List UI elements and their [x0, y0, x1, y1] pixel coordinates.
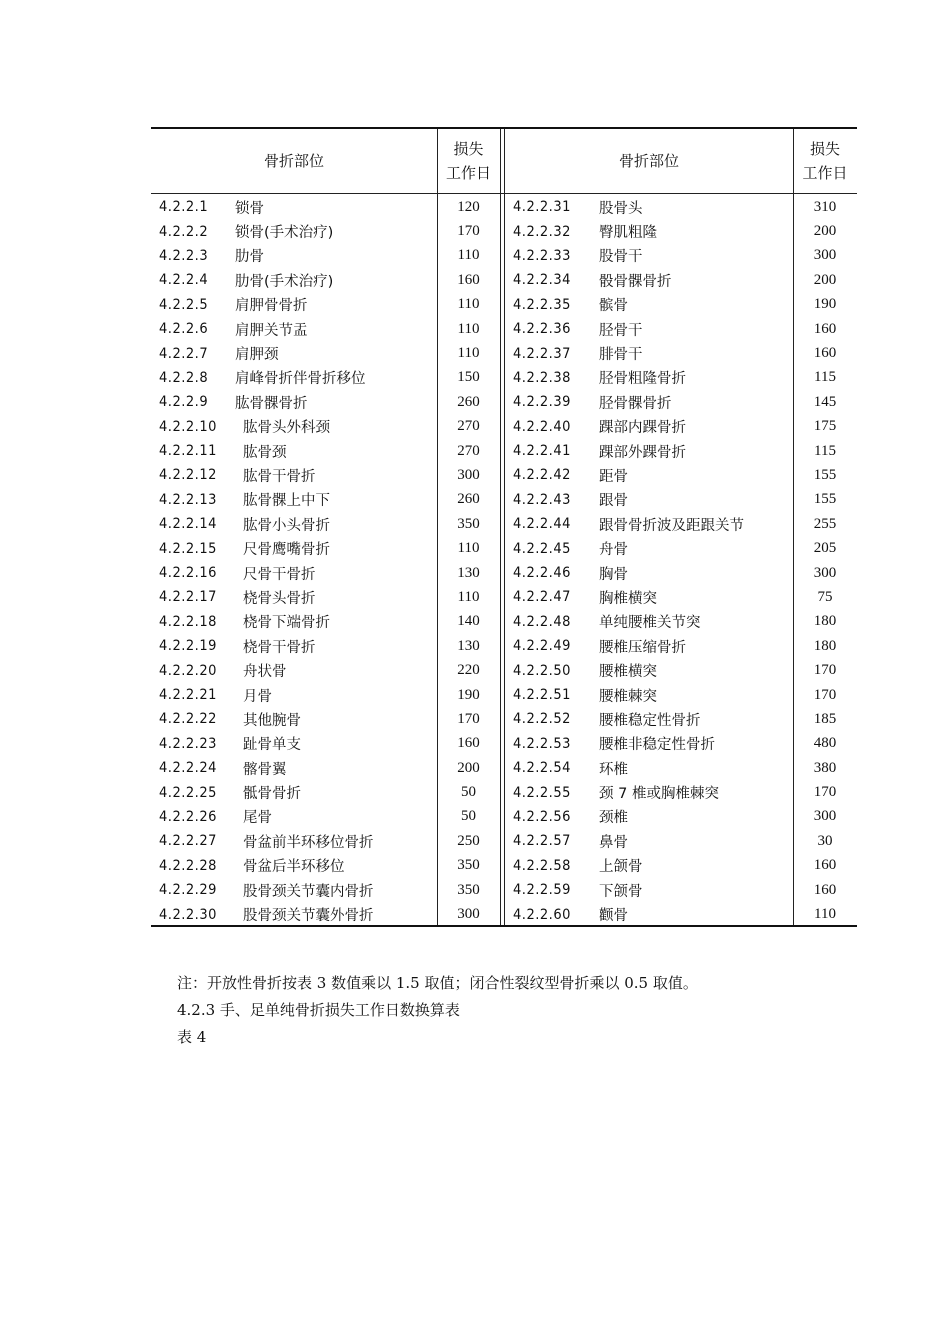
table-row	[151, 732, 500, 756]
row-lost-workdays: 155	[813, 466, 837, 483]
table-row	[505, 902, 857, 926]
row-lost-workdays: 190	[813, 296, 837, 313]
row-lost-workdays: 160	[813, 857, 837, 874]
table-row	[505, 244, 857, 268]
table-row	[151, 366, 500, 390]
row-lost-workdays: 250	[457, 832, 480, 849]
row-fracture-name: 股骨颈关节囊内骨折	[243, 883, 374, 900]
row-code: 4.2.2.47	[513, 589, 571, 606]
row-fracture-name: 桡骨头骨折	[243, 590, 316, 607]
table-left-half	[151, 129, 500, 925]
row-fracture-name: 趾骨单支	[243, 737, 301, 754]
row-lost-workdays: 110	[457, 247, 480, 264]
row-fracture-name: 其他腕骨	[243, 712, 301, 729]
table-row	[151, 390, 500, 414]
row-lost-workdays: 115	[814, 442, 836, 459]
table-row	[505, 683, 857, 707]
row-code: 4.2.2.20	[159, 662, 217, 679]
table-row	[151, 268, 500, 292]
header-lost-workdays: 损失 工作日	[445, 140, 491, 182]
table-row	[505, 341, 857, 365]
table-row	[151, 512, 500, 536]
row-code: 4.2.2.23	[159, 735, 217, 752]
row-fracture-name: 肩峰骨折伴骨折移位	[235, 371, 366, 388]
row-fracture-name: 单纯腰椎关节突	[599, 615, 701, 632]
row-lost-workdays: 50	[461, 784, 476, 801]
table-row	[151, 683, 500, 707]
row-lost-workdays: 190	[457, 686, 480, 703]
row-fracture-name: 肱骨髁上中下	[243, 493, 330, 510]
row-fracture-name: 髂骨翼	[243, 761, 287, 778]
notes-block	[177, 970, 698, 1051]
row-fracture-name: 胫骨粗隆骨折	[599, 371, 686, 388]
table-row	[151, 634, 500, 658]
row-lost-workdays: 160	[813, 320, 837, 337]
table-row	[505, 317, 857, 341]
row-fracture-name: 腰椎非稳定性骨折	[599, 737, 715, 754]
row-code: 4.2.2.9	[159, 394, 209, 411]
left-rows	[151, 195, 500, 927]
table-row	[505, 610, 857, 634]
row-fracture-name: 肱骨干骨折	[243, 468, 316, 485]
row-fracture-name: 月骨	[243, 688, 272, 705]
row-code: 4.2.2.16	[159, 565, 217, 582]
row-code: 4.2.2.41	[513, 443, 571, 460]
row-lost-workdays: 180	[813, 637, 837, 654]
row-fracture-name: 距骨	[599, 468, 628, 485]
row-fracture-name: 肋骨(手术治疗)	[235, 273, 334, 290]
row-fracture-name: 肱骨颈	[243, 444, 287, 461]
row-code: 4.2.2.46	[513, 565, 571, 582]
table-row	[151, 463, 500, 487]
row-code: 4.2.2.5	[159, 296, 209, 313]
table-row	[505, 512, 857, 536]
row-code: 4.2.2.50	[513, 662, 571, 679]
row-code: 4.2.2.27	[159, 833, 217, 850]
row-lost-workdays: 160	[457, 271, 480, 288]
row-lost-workdays: 200	[457, 759, 480, 776]
row-lost-workdays: 75	[817, 588, 833, 605]
row-fracture-name: 骰骨髁骨折	[599, 273, 672, 290]
row-lost-workdays: 185	[813, 710, 837, 727]
row-code: 4.2.2.10	[159, 418, 217, 435]
row-lost-workdays: 380	[813, 759, 837, 776]
row-code: 4.2.2.57	[513, 833, 571, 850]
table-row	[505, 634, 857, 658]
row-fracture-name: 腓骨干	[599, 347, 643, 364]
table-right-half	[505, 129, 857, 925]
row-fracture-name: 锁骨	[235, 200, 264, 217]
row-fracture-name: 肱骨髁骨折	[235, 395, 308, 412]
row-lost-workdays: 130	[457, 564, 480, 581]
row-lost-workdays: 150	[457, 369, 480, 386]
row-code: 4.2.2.25	[159, 784, 217, 801]
row-fracture-name: 腰椎稳定性骨折	[599, 712, 701, 729]
row-code: 4.2.2.12	[159, 467, 217, 484]
row-fracture-name: 股骨颈关节囊外骨折	[243, 908, 374, 925]
row-code: 4.2.2.30	[159, 906, 217, 923]
row-code: 4.2.2.55	[513, 784, 571, 801]
row-fracture-name: 肱骨小头骨折	[243, 517, 330, 534]
table-row	[151, 658, 500, 682]
row-fracture-name: 肱骨头外科颈	[243, 420, 330, 437]
fracture-workday-table	[151, 127, 857, 929]
row-lost-workdays: 220	[457, 662, 480, 679]
table-row	[151, 488, 500, 512]
table-row	[151, 707, 500, 731]
row-fracture-name: 锁骨(手术治疗)	[235, 225, 334, 242]
table-row	[505, 878, 857, 902]
row-fracture-name: 舟状骨	[243, 664, 287, 681]
row-fracture-name: 肋骨	[235, 249, 264, 266]
row-fracture-name: 颧骨	[599, 908, 628, 925]
row-lost-workdays: 350	[457, 857, 480, 874]
table-row	[505, 561, 857, 585]
table-row	[151, 902, 500, 926]
row-lost-workdays: 350	[457, 881, 480, 898]
row-fracture-name: 桡骨下端骨折	[243, 615, 330, 632]
table-row	[505, 463, 857, 487]
row-lost-workdays: 270	[457, 418, 480, 435]
table-row	[151, 219, 500, 243]
row-fracture-name: 踝部内踝骨折	[599, 420, 686, 437]
row-code: 4.2.2.39	[513, 394, 571, 411]
row-lost-workdays: 120	[457, 198, 480, 215]
row-fracture-name: 肩胛骨骨折	[235, 298, 308, 315]
row-fracture-name: 尺骨干骨折	[243, 566, 316, 583]
table-row	[151, 341, 500, 365]
row-code: 4.2.2.45	[513, 540, 571, 557]
row-fracture-name: 下颌骨	[599, 883, 643, 900]
row-fracture-name: 臀肌粗隆	[599, 225, 657, 242]
table-row	[505, 732, 857, 756]
row-lost-workdays: 200	[813, 223, 837, 240]
row-lost-workdays: 200	[813, 271, 837, 288]
row-code: 4.2.2.22	[159, 711, 217, 728]
row-code: 4.2.2.15	[159, 540, 217, 557]
center-divider	[500, 129, 501, 925]
row-code: 4.2.2.24	[159, 760, 217, 777]
row-fracture-name: 骨盆前半环移位骨折	[243, 834, 374, 851]
row-fracture-name: 股骨干	[599, 249, 643, 266]
table-row	[151, 585, 500, 609]
table-row	[505, 488, 857, 512]
table-label: 表 4	[177, 1028, 207, 1046]
row-fracture-name: 上颌骨	[599, 859, 643, 876]
row-lost-workdays: 300	[457, 906, 480, 923]
row-code: 4.2.2.48	[513, 613, 571, 630]
row-code: 4.2.2.44	[513, 516, 571, 533]
table-row	[151, 439, 500, 463]
table-row	[505, 439, 857, 463]
table-row	[151, 195, 500, 219]
table-row	[505, 585, 857, 609]
row-code: 4.2.2.6	[159, 321, 209, 338]
row-fracture-name: 踝部外踝骨折	[599, 444, 686, 461]
row-fracture-name: 腰椎棘突	[599, 688, 657, 705]
table-row	[505, 829, 857, 853]
row-fracture-name: 鼻骨	[599, 834, 628, 851]
row-lost-workdays: 180	[813, 613, 837, 630]
row-lost-workdays: 300	[813, 564, 837, 581]
row-fracture-name: 肩胛关节盂	[235, 322, 308, 339]
row-lost-workdays: 480	[813, 735, 837, 752]
row-lost-workdays: 170	[813, 686, 837, 703]
table-row	[151, 244, 500, 268]
row-code: 4.2.2.34	[513, 272, 571, 289]
row-lost-workdays: 300	[457, 466, 480, 483]
row-code: 4.2.2.36	[513, 321, 571, 338]
row-fracture-name: 胫骨干	[599, 322, 643, 339]
row-lost-workdays: 310	[813, 198, 837, 215]
row-lost-workdays: 110	[457, 320, 480, 337]
row-lost-workdays: 50	[461, 808, 476, 825]
row-lost-workdays: 350	[457, 515, 480, 532]
row-lost-workdays: 130	[457, 637, 480, 654]
row-code: 4.2.2.11	[159, 443, 217, 460]
row-fracture-name: 骨盆后半环移位	[243, 859, 345, 876]
row-code: 4.2.2.33	[513, 247, 571, 264]
table-row	[151, 610, 500, 634]
row-fracture-name: 胸椎横突	[599, 590, 657, 607]
row-lost-workdays: 255	[813, 515, 837, 532]
table-row	[505, 658, 857, 682]
table-row	[151, 780, 500, 804]
row-code: 4.2.2.40	[513, 418, 571, 435]
row-lost-workdays: 260	[457, 491, 480, 508]
table-row	[505, 366, 857, 390]
row-lost-workdays: 170	[457, 223, 480, 240]
table-row	[505, 756, 857, 780]
row-lost-workdays: 110	[457, 588, 480, 605]
row-code: 4.2.2.53	[513, 735, 571, 752]
row-code: 4.2.2.21	[159, 687, 217, 703]
row-fracture-name: 胸骨	[599, 566, 628, 583]
table-note: 注：开放性骨折按表 3 数值乘以 1.5 取值；闭合性裂纹型骨折乘以 0.5 取值。	[177, 974, 698, 992]
row-lost-workdays: 260	[457, 393, 480, 410]
row-lost-workdays: 160	[813, 345, 837, 362]
row-code: 4.2.2.42	[513, 467, 571, 484]
row-fracture-name: 桡骨干骨折	[243, 639, 316, 656]
table-row	[505, 707, 857, 731]
table-row	[505, 415, 857, 439]
table-row	[505, 268, 857, 292]
right-rows	[505, 195, 857, 927]
table-row	[505, 390, 857, 414]
row-fracture-name: 股骨头	[599, 200, 643, 217]
table-row	[151, 805, 500, 829]
row-code: 4.2.2.18	[159, 613, 217, 630]
table-row	[505, 293, 857, 317]
row-fracture-name: 髌骨	[599, 298, 628, 315]
row-code: 4.2.2.3	[159, 247, 209, 264]
table-row	[505, 805, 857, 829]
row-lost-workdays: 300	[813, 808, 837, 825]
row-code: 4.2.2.59	[513, 882, 571, 899]
row-fracture-name: 颈 7 椎或胸椎棘突	[599, 786, 719, 803]
table-row	[151, 756, 500, 780]
header-fracture-part: 骨折部位	[263, 152, 324, 170]
row-code: 4.2.2.13	[159, 491, 217, 508]
table-row	[505, 219, 857, 243]
row-lost-workdays: 170	[457, 710, 480, 727]
table-row	[151, 561, 500, 585]
row-code: 4.2.2.8	[159, 369, 209, 386]
row-lost-workdays: 145	[813, 393, 837, 410]
table-row	[151, 415, 500, 439]
table-row	[505, 536, 857, 560]
row-lost-workdays: 155	[813, 491, 837, 508]
row-lost-workdays: 110	[457, 345, 480, 362]
row-code: 4.2.2.32	[513, 223, 571, 240]
row-code: 4.2.2.4	[159, 272, 209, 289]
row-fracture-name: 腰椎横突	[599, 664, 657, 681]
header-lost-workdays: 损失 工作日	[802, 140, 848, 182]
row-code: 4.2.2.35	[513, 296, 571, 313]
row-lost-workdays: 110	[457, 296, 480, 313]
row-fracture-name: 尺骨鹰嘴骨折	[243, 542, 330, 559]
row-lost-workdays: 110	[457, 540, 480, 557]
row-lost-workdays: 140	[457, 613, 480, 630]
row-lost-workdays: 175	[813, 418, 837, 435]
row-fracture-name: 尾骨	[243, 810, 272, 827]
row-lost-workdays: 270	[457, 442, 480, 459]
row-code: 4.2.2.37	[513, 345, 571, 362]
row-code: 4.2.2.54	[513, 760, 571, 777]
row-lost-workdays: 30	[817, 832, 833, 849]
row-code: 4.2.2.14	[159, 516, 217, 533]
table-row	[505, 854, 857, 878]
row-lost-workdays: 170	[813, 662, 837, 679]
row-fracture-name: 舟骨	[599, 542, 628, 559]
row-code: 4.2.2.7	[159, 345, 209, 362]
row-fracture-name: 颈椎	[599, 810, 628, 827]
row-code: 4.2.2.58	[513, 857, 571, 874]
row-lost-workdays: 300	[813, 247, 837, 264]
header-fracture-part: 骨折部位	[618, 152, 679, 170]
row-code: 4.2.2.38	[513, 369, 571, 386]
row-code: 4.2.2.26	[159, 808, 217, 825]
row-code: 4.2.2.29	[159, 882, 217, 899]
row-code: 4.2.2.1	[159, 199, 209, 216]
row-lost-workdays: 110	[814, 906, 836, 923]
row-fracture-name: 肩胛颈	[235, 347, 279, 364]
row-code: 4.2.2.31	[513, 199, 571, 216]
row-fracture-name: 环椎	[599, 761, 628, 778]
row-code: 4.2.2.60	[513, 906, 571, 923]
table-row	[505, 780, 857, 804]
row-lost-workdays: 160	[813, 881, 837, 898]
table-row	[151, 536, 500, 560]
row-lost-workdays: 115	[814, 369, 836, 386]
row-code: 4.2.2.19	[159, 638, 217, 655]
row-fracture-name: 跟骨	[599, 493, 628, 510]
row-fracture-name: 胫骨髁骨折	[599, 395, 672, 412]
table-row	[151, 878, 500, 902]
row-code: 4.2.2.2	[159, 223, 209, 240]
row-code: 4.2.2.28	[159, 857, 217, 874]
row-code: 4.2.2.56	[513, 808, 571, 825]
row-lost-workdays: 160	[457, 735, 480, 752]
table-row	[505, 195, 857, 219]
table-row	[151, 854, 500, 878]
table-row	[151, 293, 500, 317]
row-code: 4.2.2.49	[513, 638, 571, 655]
table-row	[151, 317, 500, 341]
row-fracture-name: 腰椎压缩骨折	[599, 639, 686, 656]
row-code: 4.2.2.52	[513, 711, 571, 728]
row-fracture-name: 跟骨骨折波及距跟关节	[599, 517, 744, 534]
row-lost-workdays: 170	[813, 784, 837, 801]
row-code: 4.2.2.51	[513, 687, 571, 703]
section-heading: 4.2.3 手、足单纯骨折损失工作日数换算表	[177, 1001, 460, 1019]
table-row	[151, 829, 500, 853]
row-fracture-name: 骶骨骨折	[243, 786, 301, 803]
row-code: 4.2.2.17	[159, 589, 217, 606]
row-lost-workdays: 205	[813, 540, 837, 557]
row-code: 4.2.2.43	[513, 491, 571, 508]
